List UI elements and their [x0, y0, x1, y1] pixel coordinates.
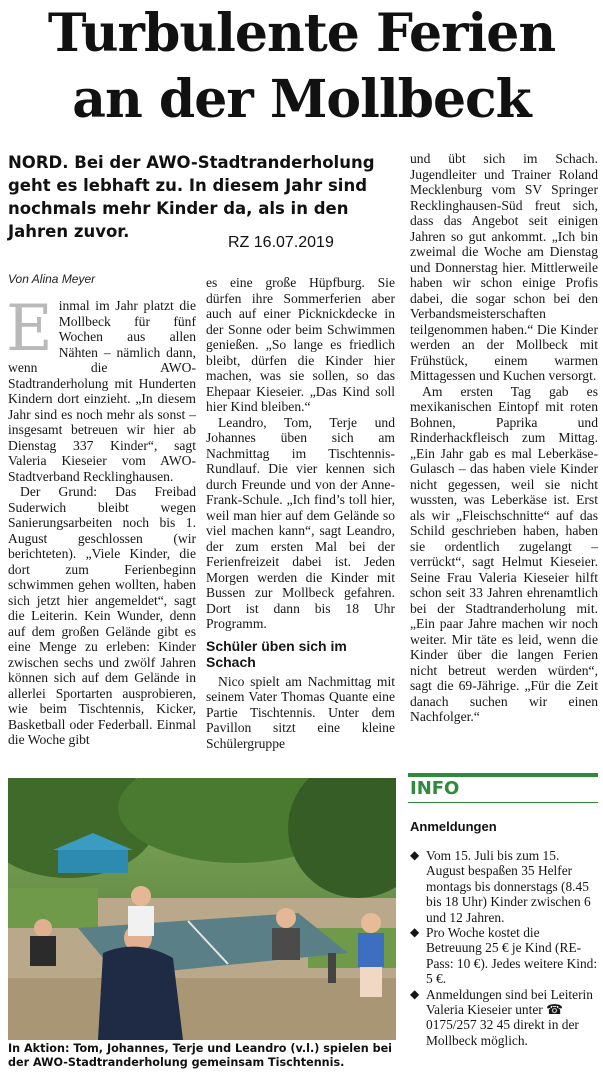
paragraph-intro: inmal im Jahr platzt die Mollbeck für fünf Wochen aus allen Nähten – nämlich dann, wenn die AWO-Stadtranderholung mit Hunderten Kindern dort einzieht. „In diesem Jahr sind es noch mehr als sonst – insgesamt betreuen wir hier ab Dienstag 337 Kinder“, sagt Valeria Kieseier vom AWO-Stadtverband Recklinghausen. [8, 298, 196, 484]
paragraph-reason-cont: es eine große Hüpfburg. Sie dürfen ihre Sommerferien aber auch auf einer Picknickdecke in der Sonne oder beim Schwimmen genießen. „So lange es friedlich bleibt, dürfen die Kinder hier machen, was sie sollen, so das Ehepaar Kieseier. „Das Kind soll hier Kind bleiben.“ [206, 275, 395, 414]
photo-caption: In Aktion: Tom, Johannes, Terje und Leandro (v.l.) spielen bei der AWO-Stadtranderholung gemeinsam Tischtennis. [8, 1042, 393, 1069]
photo-table-tennis [8, 778, 396, 1040]
article-column-2 [206, 275, 395, 751]
info-subtitle: Anmeldungen [410, 819, 497, 834]
paragraph-food: Am ersten Tag gab es mexikanischen Eintopf mit roten Bohnen, Paprika und Rinderhackfleisch zum Mittag. „Ein Jahr gab es mal Leberkäse-Gulasch – das haben viele Kinder nicht gegessen, weil sie nicht wussten, was Leberkäse ist. Erst als wir „Fleischschnitte“ auf das Schild geschrieben haben, haben sie ordentlich zugelangt – verrückt“, sagt Helmut Kieseier. Seine Frau Valeria Kieseier hilft schon seit 33 Jahren ehrenamtlich bei der Stadtranderholung mit. „Ein paar Jahre machen wir noch weiter. Mir täte es leid, wenn die Kinder über die langen Ferien nicht betreut werden würden“, sagt die 69-Jährige. „Für die Zeit danach suchen wir einen Nachfolger.“ [410, 383, 598, 724]
article-column-3 [410, 151, 598, 725]
article-lead: NORD. Bei der AWO-Stadtranderholung geht es lebhaft zu. In diesem Jahr sind nochmals mehr Kinder da, als in den Jahren zuvor. [8, 153, 375, 241]
headline-line-2: an der Mollbeck [72, 69, 531, 130]
info-divider [408, 802, 598, 803]
diamond-bullet-icon: ◆ [410, 986, 420, 1001]
paragraph-tabletennis: Leandro, Tom, Terje und Johannes üben sich am Nachmittag im Tischtennis-Rundlauf. Die vier kennen sich durch Freunde und von der Anne-Frank-Schule. „Ich find’s toll hier, weil man hier auf dem Gelände so viel machen kann“, sagt Leandro, der zum ersten Mal bei der Ferienfreizeit dabei ist. Jeden Morgen werden die Kinder mit Bussen zur Mollbeck gefahren. Dort ist dann bis 18 Uhr Programm. [206, 414, 395, 631]
info-item: ◆ Pro Woche kostet die Betreuung 25 € je Kind (RE-Pass: 10 €). Jedes weitere Kind: 5 €. [410, 925, 598, 987]
diamond-bullet-icon: ◆ [410, 925, 420, 940]
headline-line-1: Turbulente Ferien [47, 3, 556, 64]
info-top-rule [408, 773, 598, 777]
info-item: ◆ Anmeldungen sind bei Leiterin Valeria Kieseier unter ☎ 0175/257 32 45 direkt in der Mollbeck möglich. [410, 986, 593, 1048]
info-list [410, 848, 598, 1048]
subheading: Schüler üben sich im Schach [206, 637, 347, 670]
date-stamp: RZ 16.07.2019 [228, 234, 334, 251]
diamond-bullet-icon: ◆ [410, 848, 420, 862]
paragraph-reason: Der Grund: Das Freibad Suderwich bleibt wegen Sanierungsarbeiten noch bis 1. August geschlossen (wir berichteten). „Viele Kinder, die dort zum Ferienbeginn schwimmen gehen wollten, haben sich jetzt hier angemeldet“, sagt die Leiterin. Kein Wunder, denn auf dem großen Gelände gibt es eine Menge zu erleben: Kinder zwischen sechs und zwölf Jahren können sich auf dem Gelände in allerlei Sportarten ausprobieren, wie beim Tischtennis, Kicker, Basketball oder Federball. Einmal die Woche gibt [8, 484, 196, 747]
article-photo [8, 778, 396, 1040]
info-title: INFO [410, 778, 460, 799]
info-item: ◆ Vom 15. Juli bis zum 15. August bespaßen 35 Helfer montags bis donnerstags (8.45 bis 18 Uhr) Kinder zwischen 6 und 12 Jahren. [410, 848, 591, 925]
paragraph-chess: Nico spielt am Nachmittag mit seinem Vater Thomas Quante eine Partie Tischtennis. Unter dem Pavillon sitzt eine kleine Schülergruppe [206, 673, 395, 751]
byline: Von Alina Meyer [8, 272, 96, 286]
article-column-1 [6, 292, 196, 748]
paragraph-chess-cont: und übt sich im Schach. Jugendleiter und Trainer Roland Mecklenburg vom SV Springer Recklinghausen-Süd freut sich, dass das Angebot seit einigen Jahren so gut ankommt. „Ich bin zweimal die Woche am Dienstag und Donnerstag hier. Mittlerweile haben wir schon einige Profis dabei, die sogar schon bei den Verbandsmeisterschaften teilgenommen haben.“ Die Kinder werden an der Mollbeck mit Frühstück, einem warmen Mittagessen und Kuchen versorgt. [410, 151, 598, 383]
drop-cap: E [6, 292, 53, 366]
